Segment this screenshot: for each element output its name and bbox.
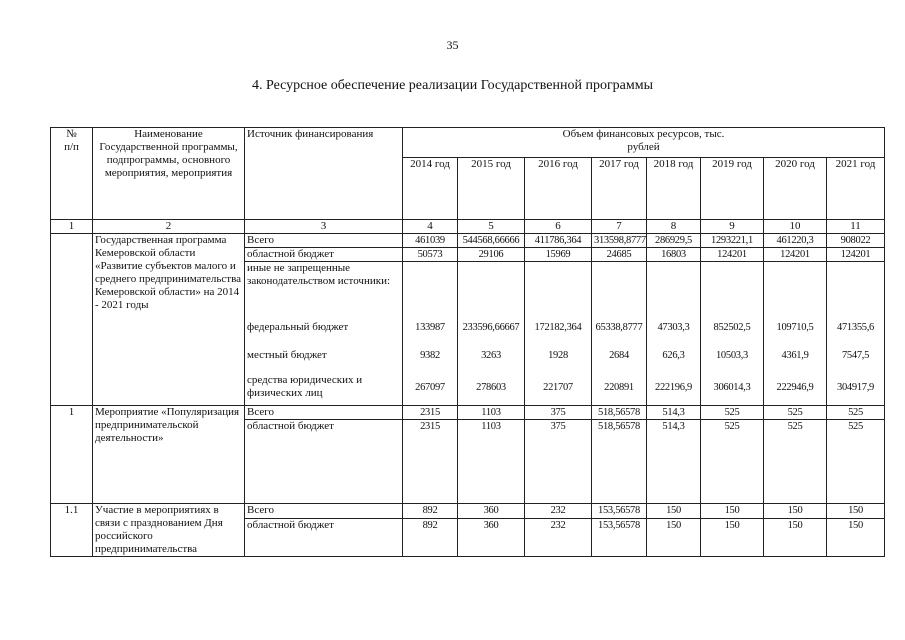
page-number: 35 xyxy=(446,38,459,52)
funding-source: иные не запрещенные законодательством источники: xyxy=(245,262,403,314)
amount-cell: 47303,3 xyxy=(647,314,701,342)
year-header: 2014 год xyxy=(403,158,458,220)
amount-cell: 150 xyxy=(764,504,827,519)
amount-cell xyxy=(525,262,592,314)
year-header: 2020 год xyxy=(764,158,827,220)
funding-source: Всего xyxy=(245,234,403,248)
amount-cell: 375 xyxy=(525,420,592,504)
header-num: № п/п xyxy=(51,128,93,220)
amount-cell: 2315 xyxy=(403,406,458,420)
resource-table xyxy=(50,127,885,557)
funding-source: областной бюджет xyxy=(245,248,403,262)
column-index: 5 xyxy=(458,220,525,234)
funding-source: федеральный бюджет xyxy=(245,314,403,342)
amount-cell: 29106 xyxy=(458,248,525,262)
amount-cell: 222196,9 xyxy=(647,370,701,406)
amount-cell: 4361,9 xyxy=(764,342,827,370)
column-index: 3 xyxy=(245,220,403,234)
amount-cell: 124201 xyxy=(701,248,764,262)
amount-cell: 15969 xyxy=(525,248,592,262)
amount-cell: 16803 xyxy=(647,248,701,262)
amount-cell: 133987 xyxy=(403,314,458,342)
amount-cell: 150 xyxy=(827,518,885,556)
amount-cell: 2684 xyxy=(592,342,647,370)
amount-cell: 233596,66667 xyxy=(458,314,525,342)
amount-cell: 518,56578 xyxy=(592,420,647,504)
amount-cell: 65338,8777 xyxy=(592,314,647,342)
amount-cell xyxy=(827,262,885,314)
amount-cell: 304917,9 xyxy=(827,370,885,406)
amount-cell: 267097 xyxy=(403,370,458,406)
amount-cell xyxy=(764,262,827,314)
amount-cell: 892 xyxy=(403,504,458,519)
amount-cell: 461039 xyxy=(403,234,458,248)
table-row xyxy=(51,504,885,519)
amount-cell: 7547,5 xyxy=(827,342,885,370)
amount-cell: 150 xyxy=(647,504,701,519)
amount-cell: 544568,66666 xyxy=(458,234,525,248)
amount-cell: 525 xyxy=(701,406,764,420)
amount-cell: 518,56578 xyxy=(592,406,647,420)
row-number: 1.1 xyxy=(51,504,93,557)
amount-cell: 150 xyxy=(764,518,827,556)
header-name: Наименование Государственной программы, подпрограммы, основного мероприятия, мероприятия xyxy=(93,128,245,220)
amount-cell: 1103 xyxy=(458,420,525,504)
amount-cell: 525 xyxy=(827,420,885,504)
funding-source: Всего xyxy=(245,504,403,519)
column-index: 8 xyxy=(647,220,701,234)
amount-cell xyxy=(701,262,764,314)
program-name: Государственная программа Кемеровской области «Развитие субъектов малого и среднего предпринимательства Кемеровской области» на 2014 - 2021 годы xyxy=(93,234,245,406)
amount-cell: 360 xyxy=(458,518,525,556)
funding-source: областной бюджет xyxy=(245,518,403,556)
amount-cell: 278603 xyxy=(458,370,525,406)
amount-cell: 1293221,1 xyxy=(701,234,764,248)
table-row xyxy=(51,234,885,248)
amount-cell xyxy=(592,262,647,314)
amount-cell: 232 xyxy=(525,504,592,519)
amount-cell: 306014,3 xyxy=(701,370,764,406)
funding-source: Всего xyxy=(245,406,403,420)
amount-cell xyxy=(458,262,525,314)
row-number: 1 xyxy=(51,406,93,504)
column-index: 11 xyxy=(827,220,885,234)
amount-cell: 286929,5 xyxy=(647,234,701,248)
amount-cell: 10503,3 xyxy=(701,342,764,370)
amount-cell: 514,3 xyxy=(647,406,701,420)
amount-cell: 525 xyxy=(764,406,827,420)
header-volume: Объем финансовых ресурсов, тыс. рублей xyxy=(403,128,885,158)
amount-cell: 375 xyxy=(525,406,592,420)
column-index: 4 xyxy=(403,220,458,234)
funding-source: областной бюджет xyxy=(245,420,403,504)
table-row xyxy=(51,406,885,420)
amount-cell: 124201 xyxy=(827,248,885,262)
amount-cell: 360 xyxy=(458,504,525,519)
amount-cell: 514,3 xyxy=(647,420,701,504)
amount-cell: 1928 xyxy=(525,342,592,370)
program-name: Мероприятие «Популяризация предпринимательской деятельности» xyxy=(93,406,245,504)
amount-cell: 153,56578 xyxy=(592,518,647,556)
program-name: Участие в мероприятиях в связи с празднованием Дня российского предпринимательства xyxy=(93,504,245,557)
column-index: 1 xyxy=(51,220,93,234)
amount-cell: 50573 xyxy=(403,248,458,262)
year-header: 2017 год xyxy=(592,158,647,220)
amount-cell xyxy=(403,262,458,314)
amount-cell: 908022 xyxy=(827,234,885,248)
year-header: 2019 год xyxy=(701,158,764,220)
amount-cell: 24685 xyxy=(592,248,647,262)
column-index: 2 xyxy=(93,220,245,234)
year-header: 2016 год xyxy=(525,158,592,220)
funding-source: средства юридических и физических лиц xyxy=(245,370,403,406)
amount-cell: 525 xyxy=(827,406,885,420)
amount-cell: 150 xyxy=(827,504,885,519)
header-source: Источник финансирования xyxy=(245,128,403,220)
amount-cell: 221707 xyxy=(525,370,592,406)
amount-cell: 2315 xyxy=(403,420,458,504)
year-header: 2021 год xyxy=(827,158,885,220)
amount-cell: 411786,364 xyxy=(525,234,592,248)
amount-cell: 626,3 xyxy=(647,342,701,370)
amount-cell xyxy=(647,262,701,314)
amount-cell: 9382 xyxy=(403,342,458,370)
amount-cell: 172182,364 xyxy=(525,314,592,342)
column-index: 9 xyxy=(701,220,764,234)
amount-cell: 150 xyxy=(647,518,701,556)
amount-cell: 852502,5 xyxy=(701,314,764,342)
amount-cell: 222946,9 xyxy=(764,370,827,406)
funding-source: местный бюджет xyxy=(245,342,403,370)
amount-cell: 150 xyxy=(701,518,764,556)
amount-cell: 109710,5 xyxy=(764,314,827,342)
column-index: 10 xyxy=(764,220,827,234)
year-header: 2018 год xyxy=(647,158,701,220)
amount-cell: 471355,6 xyxy=(827,314,885,342)
amount-cell: 3263 xyxy=(458,342,525,370)
amount-cell: 461220,3 xyxy=(764,234,827,248)
amount-cell: 124201 xyxy=(764,248,827,262)
section-title: 4. Ресурсное обеспечение реализации Государственной программы xyxy=(251,78,654,93)
amount-cell: 220891 xyxy=(592,370,647,406)
year-header: 2015 год xyxy=(458,158,525,220)
amount-cell: 153,56578 xyxy=(592,504,647,519)
column-index: 6 xyxy=(525,220,592,234)
amount-cell: 313598,8777 xyxy=(592,234,647,248)
amount-cell: 892 xyxy=(403,518,458,556)
amount-cell: 525 xyxy=(764,420,827,504)
column-index: 7 xyxy=(592,220,647,234)
amount-cell: 1103 xyxy=(458,406,525,420)
amount-cell: 525 xyxy=(701,420,764,504)
row-number xyxy=(51,234,93,406)
amount-cell: 150 xyxy=(701,504,764,519)
amount-cell: 232 xyxy=(525,518,592,556)
